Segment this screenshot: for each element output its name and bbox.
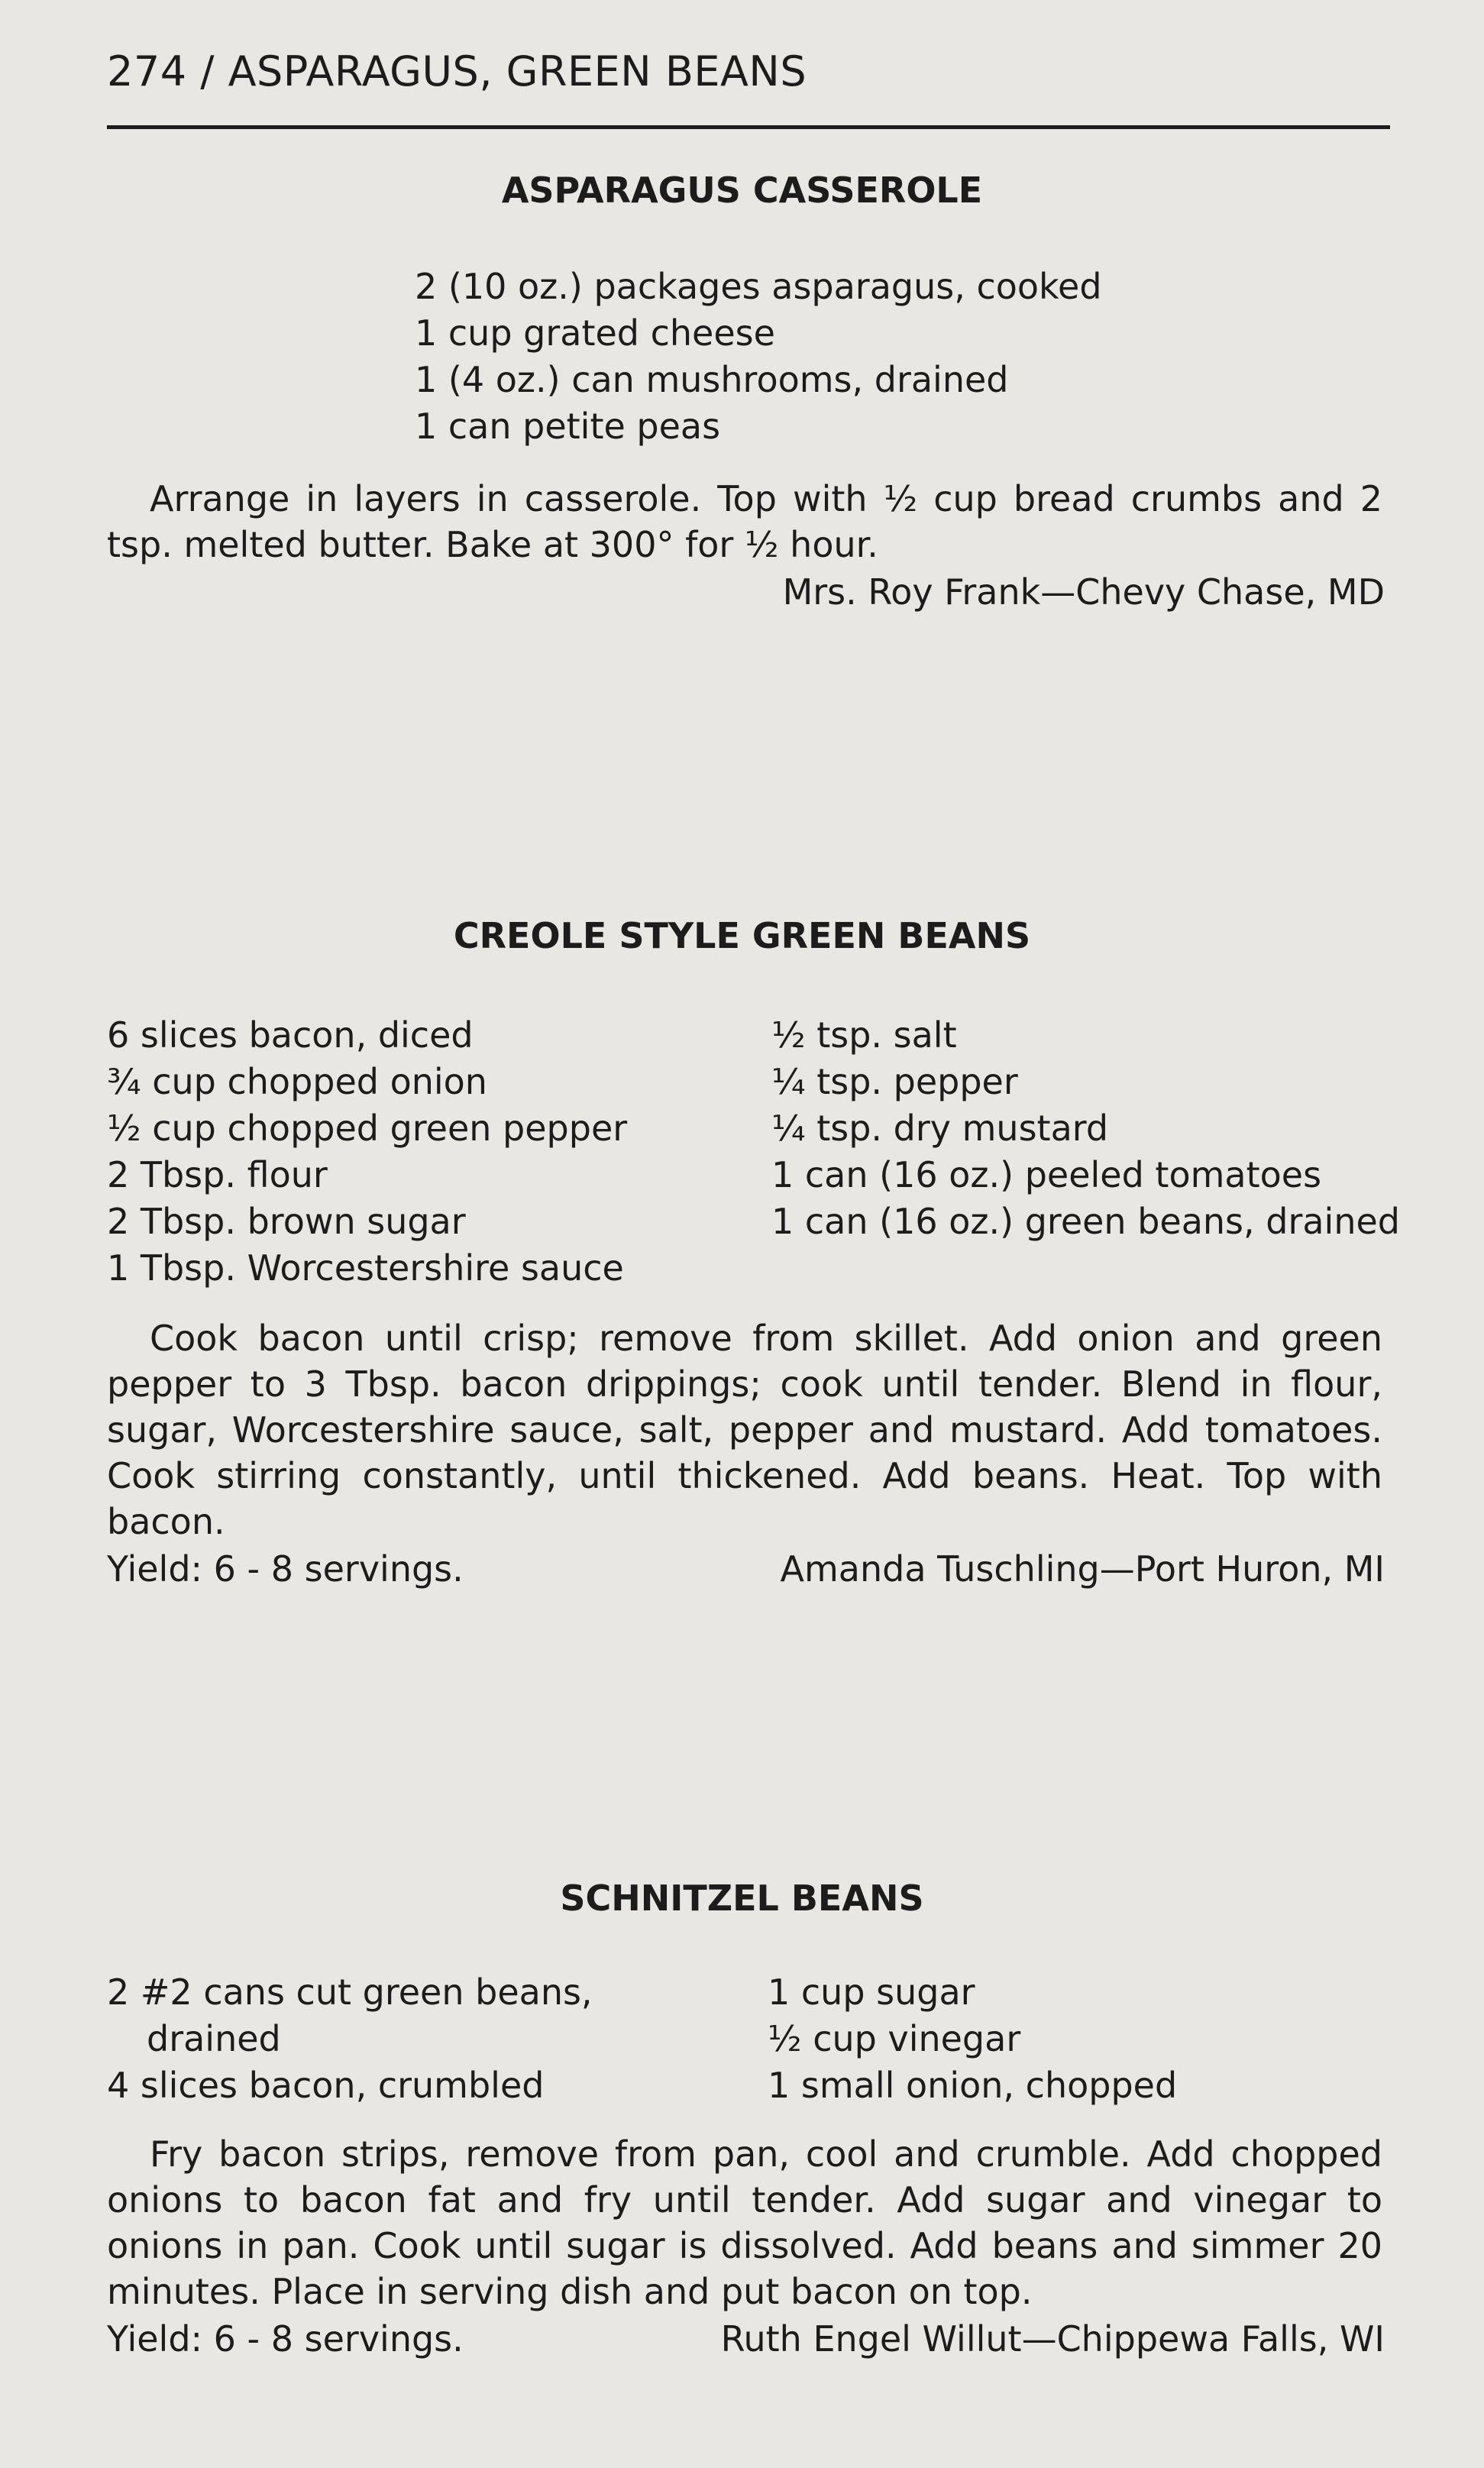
- creole-yield: Yield: 6 - 8 servings.: [107, 1548, 464, 1590]
- ingredient: 2 Tbsp. brown sugar: [107, 1201, 466, 1242]
- recipe-title-schnitzel-beans: SCHNITZEL BEANS: [560, 1878, 924, 1919]
- schnitzel-attribution: Ruth Engel Willut—Chippewa Falls, WI: [720, 2318, 1385, 2360]
- creole-ingredients-right: [771, 1012, 1400, 1245]
- recipe-title-asparagus-casserole: ASPARAGUS CASSEROLE: [501, 170, 983, 211]
- ingredient: 1 cup sugar: [768, 1971, 975, 2013]
- creole-directions: [107, 1315, 1382, 1545]
- ingredient: ½ cup vinegar: [768, 2018, 1021, 2059]
- asparagus-ingredients: [415, 264, 1102, 450]
- ingredient: 1 small onion, chopped: [768, 2065, 1178, 2106]
- recipe-title-creole-green-beans: CREOLE STYLE GREEN BEANS: [453, 915, 1031, 956]
- creole-attribution: Amanda Tuschling—Port Huron, MI: [780, 1548, 1385, 1590]
- schnitzel-directions: [107, 2131, 1382, 2314]
- ingredient: 2 Tbsp. flour: [107, 1154, 328, 1195]
- ingredient: 2 (10 oz.) packages asparagus, cooked: [415, 266, 1102, 307]
- schnitzel-ingredients-left: [107, 1969, 593, 2109]
- creole-ingredients-left: [107, 1012, 627, 1292]
- ingredient: 1 can (16 oz.) peeled tomatoes: [771, 1154, 1322, 1195]
- header-rule: [107, 125, 1390, 129]
- directions-text: Cook bacon until crisp; remove from skillet. Add onion and green pepper to 3 Tbsp. bacon drippings; cook until tender. Blend in flour, sugar, Worcestershire sauce, salt, pepper and mustard. Add tomatoes. Cook stirring constantly, until thickened. Add beans. Heat. Top with bacon.: [107, 1318, 1382, 1542]
- ingredient: ¼ tsp. dry mustard: [771, 1108, 1109, 1149]
- directions-text: Fry bacon strips, remove from pan, cool and crumble. Add chopped onions to bacon fat and fry until tender. Add sugar and vinegar to onions in pan. Cook until sugar is dissolved. Add beans and simmer 20 minutes. Place in serving dish and put bacon on top.: [107, 2133, 1382, 2312]
- schnitzel-yield: Yield: 6 - 8 servings.: [107, 2318, 464, 2360]
- ingredient: ¼ tsp. pepper: [771, 1061, 1018, 1102]
- ingredient: ¾ cup chopped onion: [107, 1061, 487, 1102]
- ingredient: drained: [147, 2018, 281, 2059]
- asparagus-directions: [107, 476, 1382, 568]
- ingredient: 4 slices bacon, crumbled: [107, 2065, 545, 2106]
- schnitzel-ingredients-right: [768, 1969, 1177, 2109]
- ingredient: 1 can petite peas: [415, 406, 721, 447]
- ingredient: 1 (4 oz.) can mushrooms, drained: [415, 359, 1009, 400]
- ingredient: ½ tsp. salt: [771, 1014, 957, 1056]
- ingredient: 2 #2 cans cut green beans,: [107, 1971, 593, 2013]
- page-header: 274 / ASPARAGUS, GREEN BEANS: [107, 47, 807, 95]
- directions-text: Arrange in layers in casserole. Top with ½ cup bread crumbs and 2 tsp. melted butter. Bake at 300° for ½ hour.: [107, 478, 1382, 565]
- asparagus-attribution: Mrs. Roy Frank—Chevy Chase, MD: [782, 571, 1385, 613]
- ingredient: 1 Tbsp. Worcestershire sauce: [107, 1247, 624, 1289]
- ingredient: 6 slices bacon, diced: [107, 1014, 474, 1056]
- ingredient: ½ cup chopped green pepper: [107, 1108, 628, 1149]
- ingredient: 1 cup grated cheese: [415, 312, 775, 354]
- ingredient: 1 can (16 oz.) green beans, drained: [771, 1201, 1400, 1242]
